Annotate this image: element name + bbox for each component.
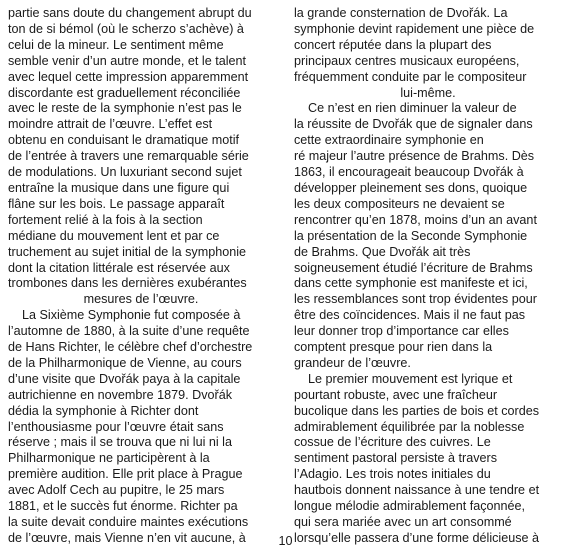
text-line: 1881, et le succès fut énorme. Richter pa — [8, 499, 238, 514]
text-line: dont la citation littérale est réservée aux — [8, 260, 230, 275]
text-line: médiane du mouvement lent et par ce — [8, 228, 220, 243]
text-line: longue mélodie admirablement façonnée, — [294, 499, 526, 514]
text-line: Philharmonique ne participèrent à la — [8, 451, 210, 466]
text-line: être des coïncidences. Mais il ne faut pas — [294, 308, 526, 323]
text-line: soigneusement étudié l’écriture de Brahms — [294, 260, 533, 275]
text-line: comptent presque pour rien dans la — [294, 340, 493, 355]
text-line: avec lequel cette impression apparemment — [8, 69, 249, 84]
text-line: ton de si bémol (où le scherzo s’achève) à — [8, 21, 244, 36]
text-line: mesures de l’œuvre. — [83, 292, 199, 307]
text-line: la grande consternation de Dvořák. La — [294, 6, 508, 20]
text-line: sentiment pastoral persiste à travers — [294, 451, 497, 466]
text-line: symphonie devint rapidement une pièce de — [294, 21, 535, 36]
text-line: lui-même. — [400, 85, 456, 100]
text-line: fortement relié à la fois à la section — [8, 212, 203, 227]
text-line: admirablement équilibrée par la noblesse — [294, 419, 525, 434]
text-line: leur donner trop d’importance car elles — [294, 324, 509, 339]
text-line: l’automne de 1880, à la suite d’une requête — [8, 324, 250, 339]
text-line: cossue de l’écriture des cuivres. Le — [294, 435, 491, 450]
text-line: concert réputée dans la plupart des — [294, 37, 492, 52]
text-line: de modulations. Un luxuriant second sujet — [8, 165, 242, 180]
paragraph-start-line: La Sixième Symphonie fut composée à — [22, 308, 241, 323]
text-line: de Hans Richter, le célèbre chef d’orchestre — [8, 340, 253, 355]
text-line: réserve ; mais il se trouva que ni lui ni la — [8, 435, 232, 450]
text-line: les deux compositeurs ne devaient se — [294, 196, 505, 211]
text-line: fréquemment conduite par le compositeur — [294, 69, 527, 84]
text-line: ré majeur l’autre présence de Brahms. Dès — [294, 149, 535, 164]
paragraph-start-line: Le premier mouvement est lyrique et — [308, 371, 513, 386]
text-line: de Brahms. Que Dvořák ait très — [294, 244, 471, 259]
page-number: 10 — [278, 534, 293, 548]
text-line: autrichienne en novembre 1879. Dvořák — [8, 387, 233, 402]
text-line: la suite devait conduire maintes exécutions — [8, 515, 249, 529]
text-line: cette extraordinaire symphonie en — [294, 133, 484, 148]
text-line: l’Adagio. Les trois notes initiales du — [294, 467, 491, 482]
right-text-column — [294, 6, 562, 547]
text-line: truchement au sujet initial de la symphonie — [8, 244, 247, 259]
text-line: bucolique dans les parties de bois et cordes — [294, 403, 540, 418]
text-line: l’enthousiasme pour l’œuvre était sans — [8, 419, 224, 434]
text-line: partie sans doute du changement abrupt du — [8, 6, 252, 20]
text-line: semble venir d’un autre monde, et le talent — [8, 53, 247, 68]
text-line: la réussite de Dvořák que de signaler dans — [294, 117, 533, 132]
text-line: pourtant robuste, avec une fraîcheur — [294, 387, 498, 402]
text-line: première audition. Elle prit place à Prague — [8, 467, 243, 482]
text-line: qui sera mariée avec un art consommé — [294, 515, 512, 529]
text-line: grandeur de l’œuvre. — [294, 355, 411, 370]
text-line: discordante est graduellement réconciliée — [8, 85, 241, 100]
text-line: d’une visite que Dvořák paya à la capitale — [8, 371, 241, 386]
text-line: avec Adolf Cech au pupitre, le 25 mars — [8, 483, 225, 498]
text-line: flâne sur les bois. Le passage apparaît — [8, 196, 225, 211]
text-line: de la Philharmonique de Vienne, au cours — [8, 355, 242, 370]
text-line: dédia la symphonie à Richter dont — [8, 403, 199, 418]
text-line: dans cette symphonie est manifeste et ici, — [294, 276, 528, 291]
left-text-column — [8, 6, 274, 547]
text-line: moindre attrait de l’œuvre. L’effet est — [8, 117, 213, 132]
text-line: rencontrer qu’en 1878, moins d’un an avant — [294, 212, 537, 227]
text-line: de l’entrée à travers une remarquable série — [8, 149, 249, 164]
text-line: hautbois donnent naissance à une tendre et — [294, 483, 540, 498]
text-line: lorsqu’elle passera d’une forme délicieuse à — [294, 530, 540, 545]
text-line: développer pleinement ses dons, quoique — [294, 180, 528, 195]
text-line: principaux centres musicaux européens, — [294, 53, 520, 68]
text-line: celui de la mineur. Le sentiment même — [8, 37, 224, 52]
text-line: trombones dans les dernières exubérantes — [8, 276, 247, 291]
text-line: la présentation de la Seconde Symphonie — [294, 228, 528, 243]
text-line: entraîne la musique dans une figure qui — [8, 180, 230, 195]
text-line: 1863, il encourageait beaucoup Dvořák à — [294, 165, 524, 180]
text-line: obtenu en conduisant le dramatique motif — [8, 133, 240, 148]
text-line: de l’œuvre, mais Vienne n’en vit aucune, à — [8, 530, 246, 545]
paragraph-start-line: Ce n’est en rien diminuer la valeur de — [308, 101, 517, 116]
text-line: les ressemblances sont trop évidentes pour — [294, 292, 537, 307]
text-line: avec le reste de la symphonie n’est pas le — [8, 101, 242, 116]
